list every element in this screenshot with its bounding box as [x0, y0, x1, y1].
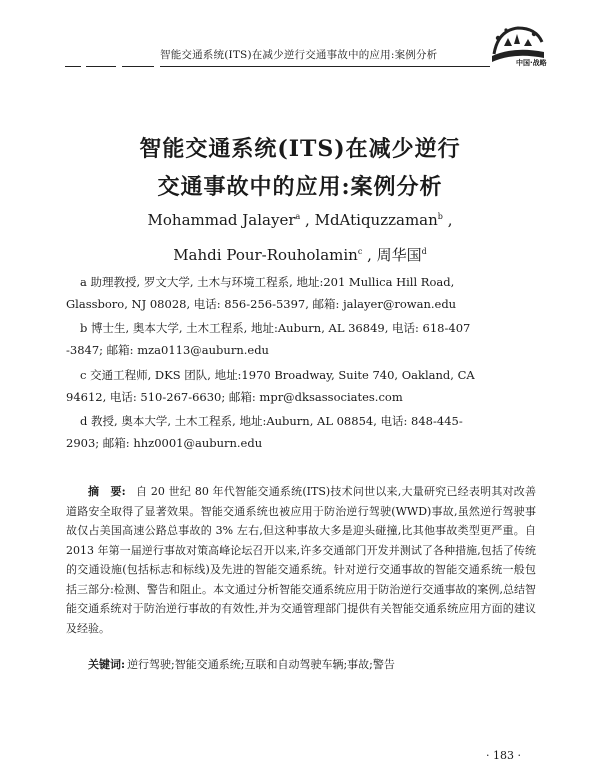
author-affiliation-mark: b — [437, 212, 443, 221]
keywords — [88, 656, 538, 672]
affiliation-line: c 交通工程师, DKS 团队, 地址:1970 Broadway, Suite 740, Oakland, CA — [80, 368, 475, 382]
paper-title-line-2: 交通事故中的应用:案例分析 — [157, 174, 443, 200]
affiliation-c — [66, 364, 536, 408]
keywords-label: 关键词: — [88, 658, 126, 671]
page-number: · 183 · — [486, 749, 521, 762]
author-affiliation-mark: a — [295, 212, 301, 221]
header-rule — [160, 66, 490, 67]
abstract — [66, 482, 536, 638]
authors-line-1 — [0, 211, 600, 229]
affiliation-line: 2903; 邮箱: hhz0001@auburn.edu — [66, 436, 263, 450]
author-separator: , — [362, 246, 377, 264]
affiliation-b — [66, 317, 536, 361]
author-affiliation-mark: c — [357, 247, 363, 256]
logo-text: 中国·战略 — [516, 59, 547, 67]
author-separator: , — [442, 211, 453, 229]
running-header: 智能交通系统(ITS)在减少逆行交通事故中的应用:案例分析 — [160, 49, 438, 61]
abstract-label: 摘 要: — [88, 485, 126, 498]
affiliation-line: -3847; 邮箱: mza0113@auburn.edu — [66, 343, 269, 357]
author-name: 周华国 — [376, 246, 422, 264]
affiliation-line: 94612, 电话: 510-267-6630; 邮箱: mpr@dksassociates.com — [66, 390, 403, 404]
authors-line-2 — [0, 244, 600, 265]
author-name: Mohammad Jalayer — [147, 211, 296, 229]
affiliation-a — [66, 271, 536, 315]
abstract-text: 自 20 世纪 80 年代智能交通系统(ITS)技术问世以来,大量研究已经表明其对改善道路安全取得了显著效果。智能交通系统也被应用于防治逆行驾驶(WWD)事故,虽然逆行驾驶事故仅占美国高速公路总事故的 3% 左右,但这种事故大多是迎头碰撞,比其他事故类型更严重。自 2013 年第一届逆行事故对策高峰论坛召开以来,许多交通部门开发并测试了各种措施,包括了传统的交通设施(包括标志和标线)及先进的智能交通系统。针对逆行交通事故的智能交通系统一般包括三部分:检测、警告和阻止。本文通过分析智能交通系统应用于防治逆行交通事故的案例,总结智能交通系统对于防治逆行事故的有效性,并为交通管理部门提供有关智能交通系统应用方面的建议及经验。 — [66, 485, 536, 635]
affiliation-line: Glassboro, NJ 08028, 电话: 856-256-5397, 邮箱: jalayer@rowan.edu — [66, 297, 457, 311]
affiliation-line: d 教授, 奥本大学, 土木工程系, 地址:Auburn, AL 08854, 电话: 848-445- — [80, 414, 463, 428]
affiliation-line: a 助理教授, 罗文大学, 土木与环境工程系, 地址:201 Mullica Hill Road, — [80, 275, 455, 289]
affiliation-d — [66, 410, 536, 454]
header-rule — [122, 66, 154, 67]
header-rule — [65, 66, 81, 67]
header-rule — [86, 66, 116, 67]
keywords-text: 逆行驾驶;智能交通系统;互联和自动驾驶车辆;事故;警告 — [127, 658, 395, 671]
author-name: Mahdi Pour-Rouholamin — [173, 246, 358, 264]
author-name: MdAtiquzzaman — [314, 211, 438, 229]
affiliation-line: b 博士生, 奥本大学, 土木工程系, 地址:Auburn, AL 36849, 电话: 618-407 — [80, 321, 471, 335]
paper-title-line-1: 智能交通系统(ITS)在减少逆行 — [139, 136, 461, 162]
author-affiliation-mark: d — [421, 247, 427, 256]
author-separator: , — [300, 211, 315, 229]
